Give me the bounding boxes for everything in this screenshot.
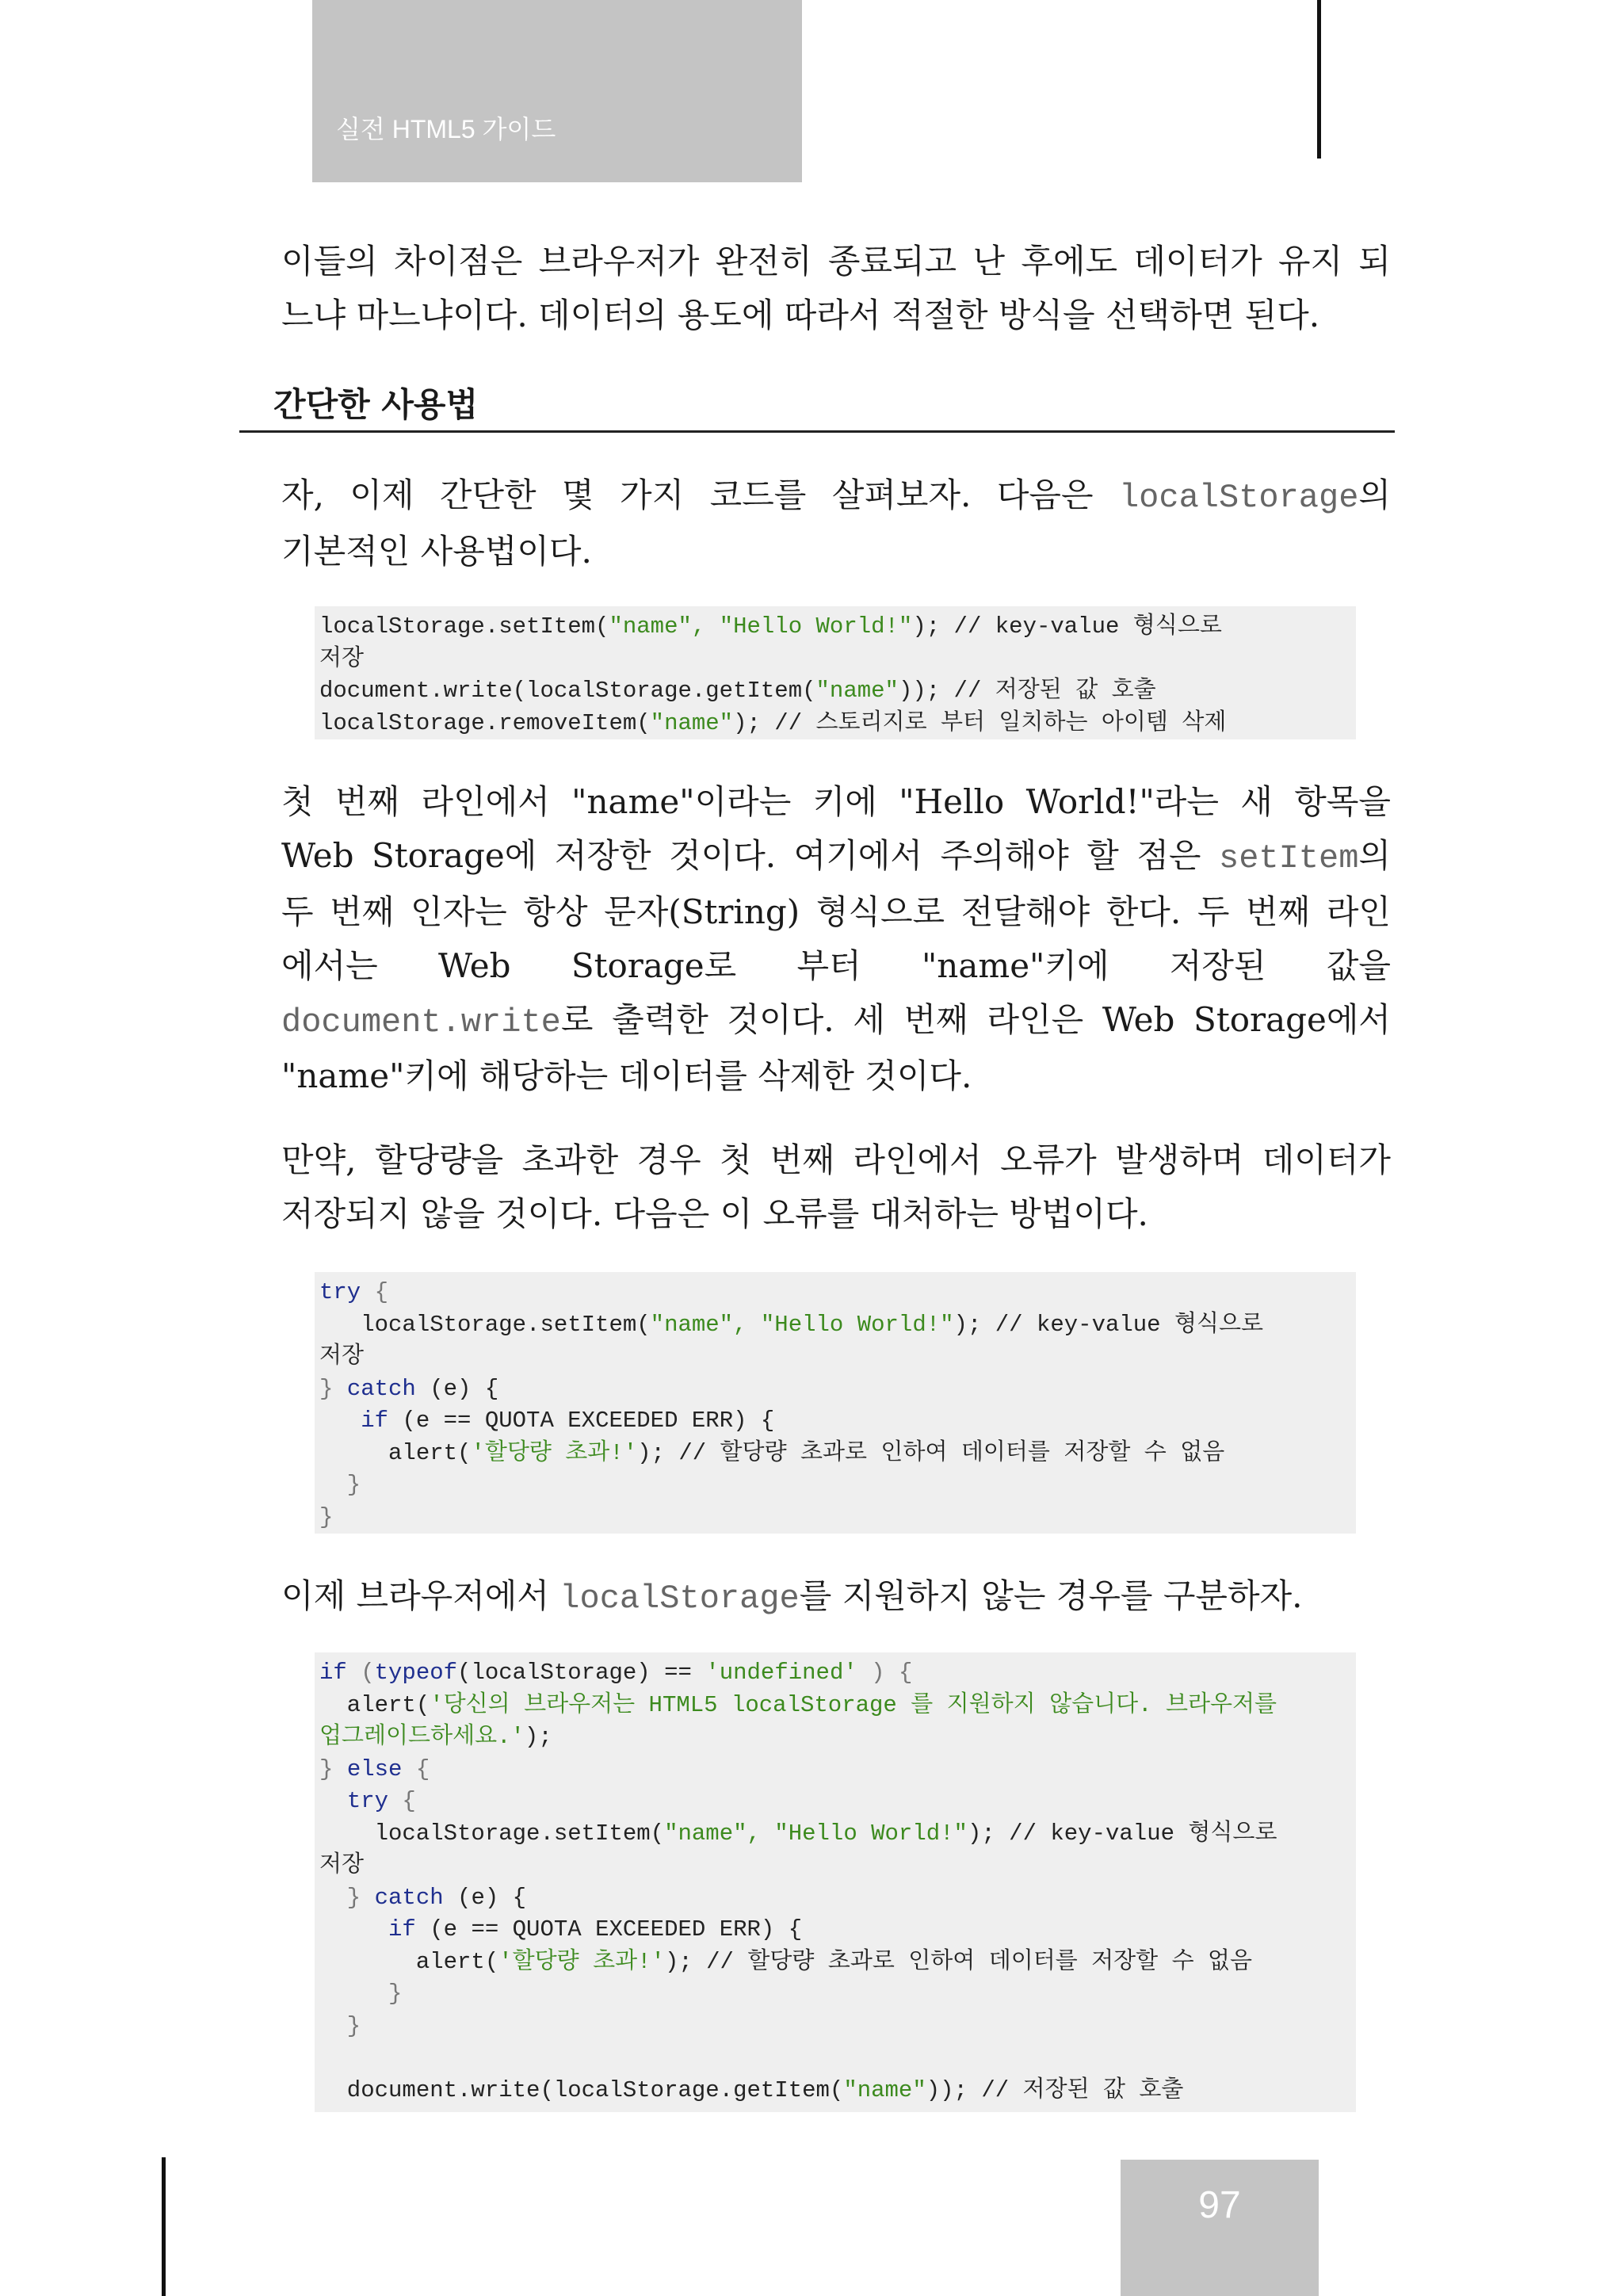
text-line: 만약, 할당량을 초과한 경우 첫 번째 라인에서 오류가 발생하며 데이터가 bbox=[281, 1140, 1391, 1179]
inline-code: setItem bbox=[1218, 839, 1359, 877]
inline-code: document.write bbox=[281, 1003, 561, 1041]
code-string: 'undefined' bbox=[705, 1660, 857, 1686]
code-block-try-catch bbox=[315, 1272, 1356, 1534]
code-keyword: catch bbox=[374, 1884, 444, 1911]
code-token: (e) { bbox=[415, 1375, 499, 1402]
code-string: "name", "Hello World!" bbox=[664, 1820, 968, 1847]
code-token: alert( bbox=[319, 1948, 499, 1975]
code-token: )); // 저장된 값 호출 bbox=[926, 2076, 1184, 2103]
code-keyword: try bbox=[346, 1788, 389, 1814]
paragraph-quota bbox=[281, 1133, 1391, 1241]
running-header-title: 실전 HTML5 가이드 bbox=[336, 115, 556, 143]
code-line: 저장 bbox=[319, 1852, 365, 1878]
code-line bbox=[319, 1438, 1351, 1470]
code-line bbox=[319, 1309, 1351, 1342]
code-string: "name", "Hello World!" bbox=[650, 1311, 954, 1338]
code-line bbox=[319, 2075, 1351, 2107]
page-number: 97 bbox=[1198, 2184, 1241, 2226]
code-line bbox=[319, 1946, 1351, 1979]
text-run: Web Storage에 저장한 것이다. 여기에서 주의해야 할 점은 bbox=[281, 836, 1219, 875]
code-token: ); // 할당량 초과로 인하여 데이터를 저장할 수 없음 bbox=[637, 1439, 1225, 1466]
code-token: localStorage.removeItem( bbox=[319, 709, 651, 736]
code-string: "name" bbox=[650, 709, 734, 736]
code-line bbox=[319, 708, 1351, 740]
text-line: 느냐 마느냐이다. 데이터의 용도에 따라서 적절한 방식을 선택하면 된다. bbox=[281, 296, 1320, 334]
code-token: ) { bbox=[857, 1660, 913, 1686]
code-line bbox=[319, 1405, 1351, 1438]
code-token: ); // key-value 형식으로 bbox=[912, 613, 1222, 640]
code-keyword: if bbox=[388, 1916, 416, 1943]
code-token: document.write(localStorage.getItem( bbox=[319, 2076, 844, 2103]
code-line bbox=[319, 1914, 1351, 1946]
code-token: ); // 스토리지로 부터 일치하는 아이템 삭제 bbox=[733, 709, 1227, 736]
text-line bbox=[281, 1569, 1391, 1626]
text-run: 의 bbox=[1358, 476, 1391, 514]
code-token: ); // key-value 형식으로 bbox=[967, 1820, 1277, 1847]
code-token: (e == QUOTA EXCEEDED ERR) { bbox=[388, 1408, 775, 1434]
code-line: 저장 bbox=[319, 1343, 365, 1370]
code-token: (e) { bbox=[443, 1884, 527, 1911]
code-string: "name" bbox=[843, 2076, 926, 2103]
code-line bbox=[319, 1690, 1351, 1722]
code-token: ( bbox=[346, 1660, 375, 1686]
code-line bbox=[319, 611, 1351, 644]
code-keyword: if bbox=[361, 1408, 389, 1434]
code-token: ); bbox=[524, 1724, 552, 1750]
text-run: 이제 브라우저에서 bbox=[281, 1576, 560, 1615]
code-block-feature-detection bbox=[315, 1652, 1356, 2112]
code-token bbox=[319, 1916, 388, 1943]
code-block-basic-usage bbox=[315, 606, 1356, 739]
code-line bbox=[319, 2042, 1351, 2075]
code-token: { bbox=[388, 1788, 416, 1814]
text-line: 저장되지 않을 것이다. 다음은 이 오류를 대처하는 방법이다. bbox=[281, 1194, 1148, 1233]
code-line bbox=[319, 675, 1351, 708]
code-string: 업그레이드하세요.' bbox=[319, 1724, 525, 1750]
text-line: 두 번째 인자는 항상 문자(String) 형식으로 전달해야 한다. 두 번째 라인 bbox=[281, 892, 1391, 931]
code-keyword: try bbox=[319, 1279, 361, 1305]
code-token: ); // 할당량 초과로 인하여 데이터를 저장할 수 없음 bbox=[664, 1948, 1253, 1975]
page-number-box bbox=[1121, 2160, 1319, 2296]
code-keyword: catch bbox=[346, 1375, 416, 1402]
running-header-box bbox=[312, 0, 802, 182]
code-line bbox=[319, 1721, 1351, 1754]
code-token: (localStorage) == bbox=[457, 1660, 706, 1686]
code-string: "name" bbox=[815, 678, 899, 704]
code-line bbox=[319, 1373, 1351, 1406]
code-line: } bbox=[319, 1503, 334, 1530]
code-token: (e == QUOTA EXCEEDED ERR) { bbox=[415, 1916, 803, 1943]
top-margin-rule bbox=[1317, 0, 1321, 159]
code-string: '당신의 브라우저는 HTML5 localStorage 를 지원하지 않습니다. 브라우저를 bbox=[430, 1691, 1277, 1718]
paragraph-detect-support bbox=[281, 1569, 1391, 1626]
text-run: 로 출력한 것이다. 세 번째 라인은 Web Storage에서 bbox=[560, 1000, 1391, 1039]
code-token bbox=[319, 1408, 361, 1434]
paragraph-intro bbox=[281, 468, 1391, 579]
code-token: { bbox=[402, 1755, 430, 1782]
text-run: 를 지원하지 않는 경우를 구분하자. bbox=[799, 1576, 1303, 1615]
code-keyword: if bbox=[319, 1660, 347, 1686]
code-keyword: else bbox=[346, 1755, 403, 1782]
code-line bbox=[319, 1754, 1351, 1786]
section-heading: 간단한 사용법 bbox=[273, 385, 479, 424]
code-line bbox=[319, 1818, 1351, 1851]
code-token: )); // 저장된 값 호출 bbox=[898, 678, 1156, 704]
paragraph-explanation bbox=[281, 775, 1391, 1103]
code-token bbox=[319, 1788, 347, 1814]
inline-code: localStorage bbox=[1118, 479, 1359, 517]
code-string: "name", "Hello World!" bbox=[609, 613, 913, 640]
code-string: '할당량 초과!' bbox=[498, 1948, 665, 1975]
code-token: localStorage.setItem( bbox=[319, 1820, 665, 1847]
text-line bbox=[281, 829, 1391, 885]
text-line bbox=[281, 468, 1391, 525]
text-line bbox=[281, 993, 1391, 1049]
code-token: alert( bbox=[319, 1439, 472, 1466]
code-token: document.write(localStorage.getItem( bbox=[319, 678, 816, 704]
code-string: '할당량 초과!' bbox=[471, 1439, 638, 1466]
text-run: 자, 이제 간단한 몇 가지 코드를 살펴보자. 다음은 bbox=[281, 476, 1119, 514]
code-token: } bbox=[319, 1884, 375, 1911]
code-line: } bbox=[319, 1981, 403, 2007]
code-token: } bbox=[319, 1375, 347, 1402]
bottom-margin-rule bbox=[162, 2157, 166, 2296]
code-token: alert( bbox=[319, 1691, 430, 1718]
code-keyword: typeof bbox=[374, 1660, 458, 1686]
code-token: { bbox=[361, 1279, 389, 1305]
text-line: 기본적인 사용법이다. bbox=[281, 532, 592, 571]
text-line: 이들의 차이점은 브라우저가 완전히 종료되고 난 후에도 데이터가 유지 되 bbox=[281, 242, 1391, 281]
code-token: localStorage.setItem( bbox=[319, 1311, 651, 1338]
section-divider bbox=[239, 430, 1395, 433]
code-line: 저장 bbox=[319, 645, 365, 672]
code-line bbox=[319, 1882, 1351, 1915]
text-run: 의 bbox=[1358, 836, 1391, 875]
code-token: } bbox=[319, 1755, 347, 1782]
paragraph-storage-difference bbox=[281, 235, 1391, 342]
code-line: } bbox=[319, 2012, 361, 2039]
code-token: localStorage.setItem( bbox=[319, 613, 609, 640]
code-line bbox=[319, 1277, 1351, 1309]
code-line bbox=[319, 1657, 1351, 1690]
code-token: ); // key-value 형식으로 bbox=[953, 1311, 1264, 1338]
text-line: 첫 번째 라인에서 "name"이라는 키에 "Hello World!"라는 새 항목을 bbox=[281, 782, 1391, 821]
code-line: } bbox=[319, 1472, 361, 1498]
code-line bbox=[319, 1786, 1351, 1818]
inline-code: localStorage bbox=[559, 1580, 800, 1618]
text-line: "name"키에 해당하는 데이터를 삭제한 것이다. bbox=[281, 1056, 972, 1095]
text-line: 에서는 Web Storage로 부터 "name"키에 저장된 값을 bbox=[281, 946, 1391, 985]
